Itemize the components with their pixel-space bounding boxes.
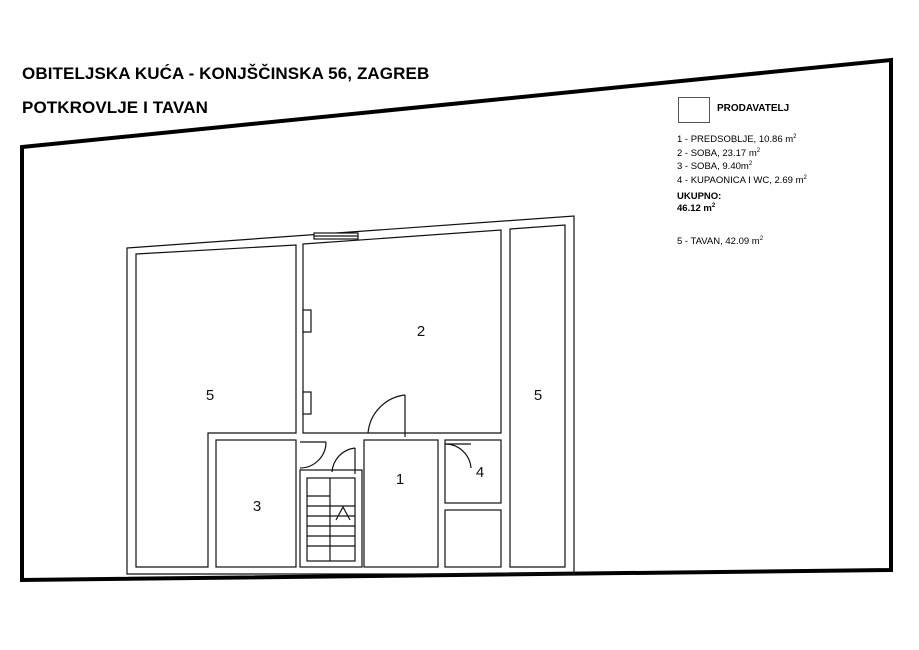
chimney-notch [303, 310, 311, 332]
attic-area-item: 5 - TAVAN, 42.09 $m^2$ [677, 236, 764, 247]
room-label-2: 2 [416, 323, 426, 340]
door-swing-room-4 [445, 444, 471, 468]
room-list [677, 133, 807, 187]
door-swing-stair [332, 448, 355, 472]
room-list-item: 2 - SOBA, 23.17 $m^2$ [677, 147, 761, 159]
room-list-item: 3 - SOBA, $9.40m^2$ [677, 161, 753, 172]
door-swing-room-3 [300, 442, 326, 468]
owner-legend-label: PRODAVATELJ [717, 103, 790, 114]
room-list-item: 4 - KUPAONICA I WC, 2.69 $m^2$ [677, 174, 807, 186]
page-subtitle: POTKROVLJE I TAVAN [22, 98, 208, 117]
room-label-3: 3 [252, 498, 262, 515]
door-swing-room-2 [368, 395, 405, 433]
room-label-4: 4 [475, 464, 485, 481]
room-4-area [445, 440, 501, 503]
total-label: UKUPNO: [677, 191, 722, 202]
page-title: OBITELJSKA KUĆA - KONJŠČINSKA 56, ZAGREB [22, 64, 430, 83]
storage-area [445, 510, 501, 567]
chimney-notch [303, 392, 311, 414]
room-label-attic-right: 5 [533, 387, 543, 404]
room-2-area [303, 230, 501, 433]
room-list-item: 1 - PREDSOBLJE, 10.86 $m^2$ [677, 134, 797, 145]
total-value: 46.12 $m^2$ [677, 203, 716, 214]
stair-hall [300, 470, 362, 567]
room-label-attic-left: 5 [205, 387, 215, 404]
owner-legend-swatch [678, 97, 710, 123]
building-outer-wall [127, 216, 574, 574]
room-label-1: 1 [395, 471, 405, 488]
room-1-area [364, 440, 438, 567]
staircase [307, 478, 355, 561]
